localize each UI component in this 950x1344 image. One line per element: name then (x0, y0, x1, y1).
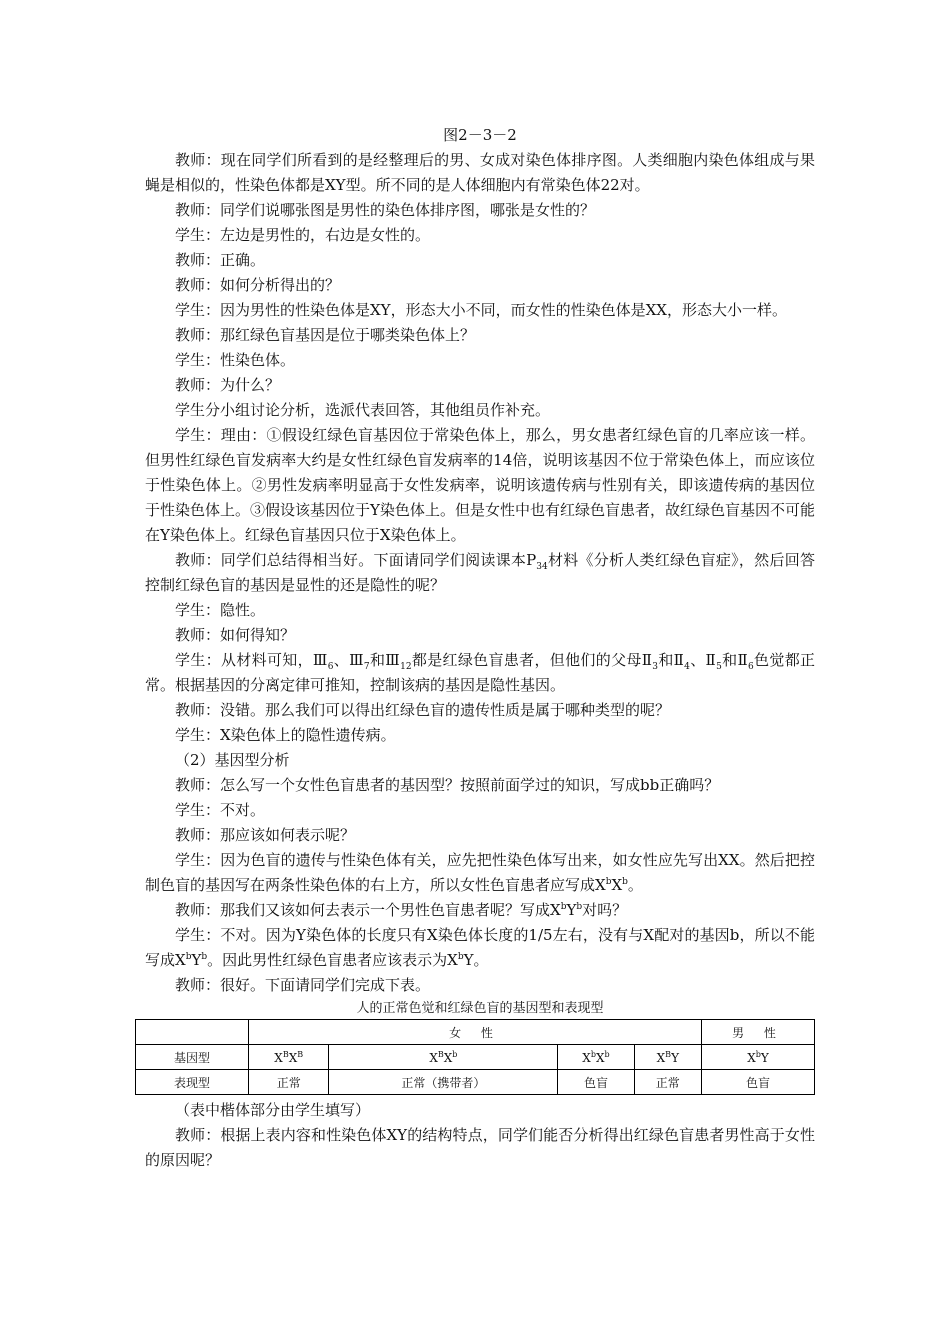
phenotype-cell: 正常（携带者） (329, 1070, 558, 1095)
genotype-row (136, 1045, 815, 1070)
paragraph: 学生：左边是男性的，右边是女性的。 (175, 226, 431, 244)
figure-caption: 图2－3－2 (443, 126, 517, 144)
paragraph: 教师：那红绿色盲基因是位于哪类染色体上？ (175, 326, 476, 344)
dialogue-section (145, 148, 815, 998)
paragraph: 学生：因为色盲的遗传与性染色体有关，应先把性染色体写出来，如女性应先写出XX。然后把控制色盲的基因写在两条性染色体的右上方，所以女性色盲患者应写成$X^bX^b$。 (145, 851, 815, 894)
paragraph: （2）基因型分析 (175, 751, 290, 769)
genotype-cell: $X^BY$ (634, 1045, 701, 1070)
paragraph: 教师：正确。 (175, 251, 266, 269)
genotype-phenotype-table (135, 1019, 815, 1095)
paragraph: 学生分小组讨论分析，选派代表回答，其他组员作补充。 (175, 401, 551, 419)
paragraph: 学生：理由：①假设红绿色盲基因位于常染色体上，那么，男女患者红绿色盲的几率应该一样。但男性红绿色盲发病率大约是女性红绿色盲发病率的14倍，说明该基因不位于常染色体上，而应该位于性染色体上。②男性发病率明显高于女性发病率，说明该遗传病与性别有关，即该遗传病的基因位于性染色体上。③假设该基因位于Y染色体上。但是女性中也有红绿色盲患者，故红绿色盲基因不可能在Y染色体上。红绿色盲基因只位于X染色体上。 (145, 426, 815, 544)
table-header-row (136, 1020, 815, 1045)
paragraph: 学生：X染色体上的隐性遗传病。 (175, 726, 396, 744)
paragraph: 教师：如何得知？ (175, 626, 296, 644)
phenotype-label: 表现型 (136, 1070, 249, 1095)
paragraph: 教师：怎么写一个女性色盲患者的基因型？按照前面学过的知识，写成bb正确吗？ (175, 776, 720, 794)
paragraph: 教师：如何分析得出的？ (175, 276, 341, 294)
genotype-cell: $X^BX^b$ (329, 1045, 558, 1070)
paragraph: 教师：没错。那么我们可以得出红绿色盲的遗传性质是属于哪种类型的呢？ (175, 701, 671, 719)
table-title: 人的正常色觉和红绿色盲的基因型和表现型 (356, 1001, 604, 1016)
table-corner-cell (136, 1020, 249, 1045)
paragraph: 教师：那我们又该如何去表示一个男性色盲患者呢？写成$X^bY^b$对吗？ (175, 901, 628, 919)
genotype-cell: $X^bX^b$ (558, 1045, 634, 1070)
phenotype-cell: 正常 (634, 1070, 701, 1095)
paragraph: 学生：不对。因为Y染色体的长度只有X染色体长度的1/5左右，没有与X配对的基因b，所以不能写成$X^bY^b$。因此男性红绿色盲患者应该表示为$X^bY$。 (145, 926, 815, 969)
genotype-cell: $X^bY$ (702, 1045, 815, 1070)
male-header: 男 性 (702, 1020, 815, 1045)
paragraph: 教师：同学们总结得相当好。下面请同学们阅读课本$P_{34}$材料《分析人类红绿色盲症》，然后回答控制红绿色盲的基因是显性的还是隐性的呢？ (145, 551, 815, 594)
paragraph: （表中楷体部分由学生填写） (175, 1101, 371, 1119)
paragraph: 学生：隐性。 (175, 601, 266, 619)
female-header: 女 性 (249, 1020, 702, 1045)
genotype-label: 基因型 (136, 1045, 249, 1070)
closing-section (145, 1098, 815, 1173)
paragraph: 学生：从材料可知，$Ⅲ_6$、$Ⅲ_7$和$Ⅲ_{12}$都是红绿色盲患者，但他们的父母$Ⅱ_3$和$Ⅱ_4$、$Ⅱ_5$和$Ⅱ_6$色觉都正常。根据基因的分离定律可推知，控制该病的基因是隐性基因。 (145, 651, 816, 694)
phenotype-row (136, 1070, 815, 1095)
paragraph: 教师：为什么？ (175, 376, 281, 394)
phenotype-cell: 色盲 (702, 1070, 815, 1095)
paragraph: 教师：那应该如何表示呢？ (175, 826, 356, 844)
paragraph: 学生：不对。 (175, 801, 266, 819)
phenotype-cell: 色盲 (558, 1070, 634, 1095)
paragraph: 教师：根据上表内容和性染色体XY的结构特点，同学们能否分析得出红绿色盲患者男性高于女性的原因呢？ (145, 1126, 815, 1169)
genotype-cell: $X^BX^B$ (249, 1045, 329, 1070)
phenotype-cell: 正常 (249, 1070, 329, 1095)
paragraph: 教师：同学们说哪张图是男性的染色体排序图，哪张是女性的？ (175, 201, 596, 219)
paragraph: 学生：因为男性的性染色体是XY，形态大小不同，而女性的性染色体是XX，形态大小一样。 (175, 301, 787, 319)
paragraph: 教师：现在同学们所看到的是经整理后的男、女成对染色体排序图。人类细胞内染色体组成与果蝇是相似的，性染色体都是XY型。所不同的是人体细胞内有常染色体22对。 (145, 151, 815, 194)
document-page (145, 122, 815, 1173)
paragraph: 学生：性染色体。 (175, 351, 296, 369)
paragraph: 教师：很好。下面请同学们完成下表。 (175, 976, 431, 994)
